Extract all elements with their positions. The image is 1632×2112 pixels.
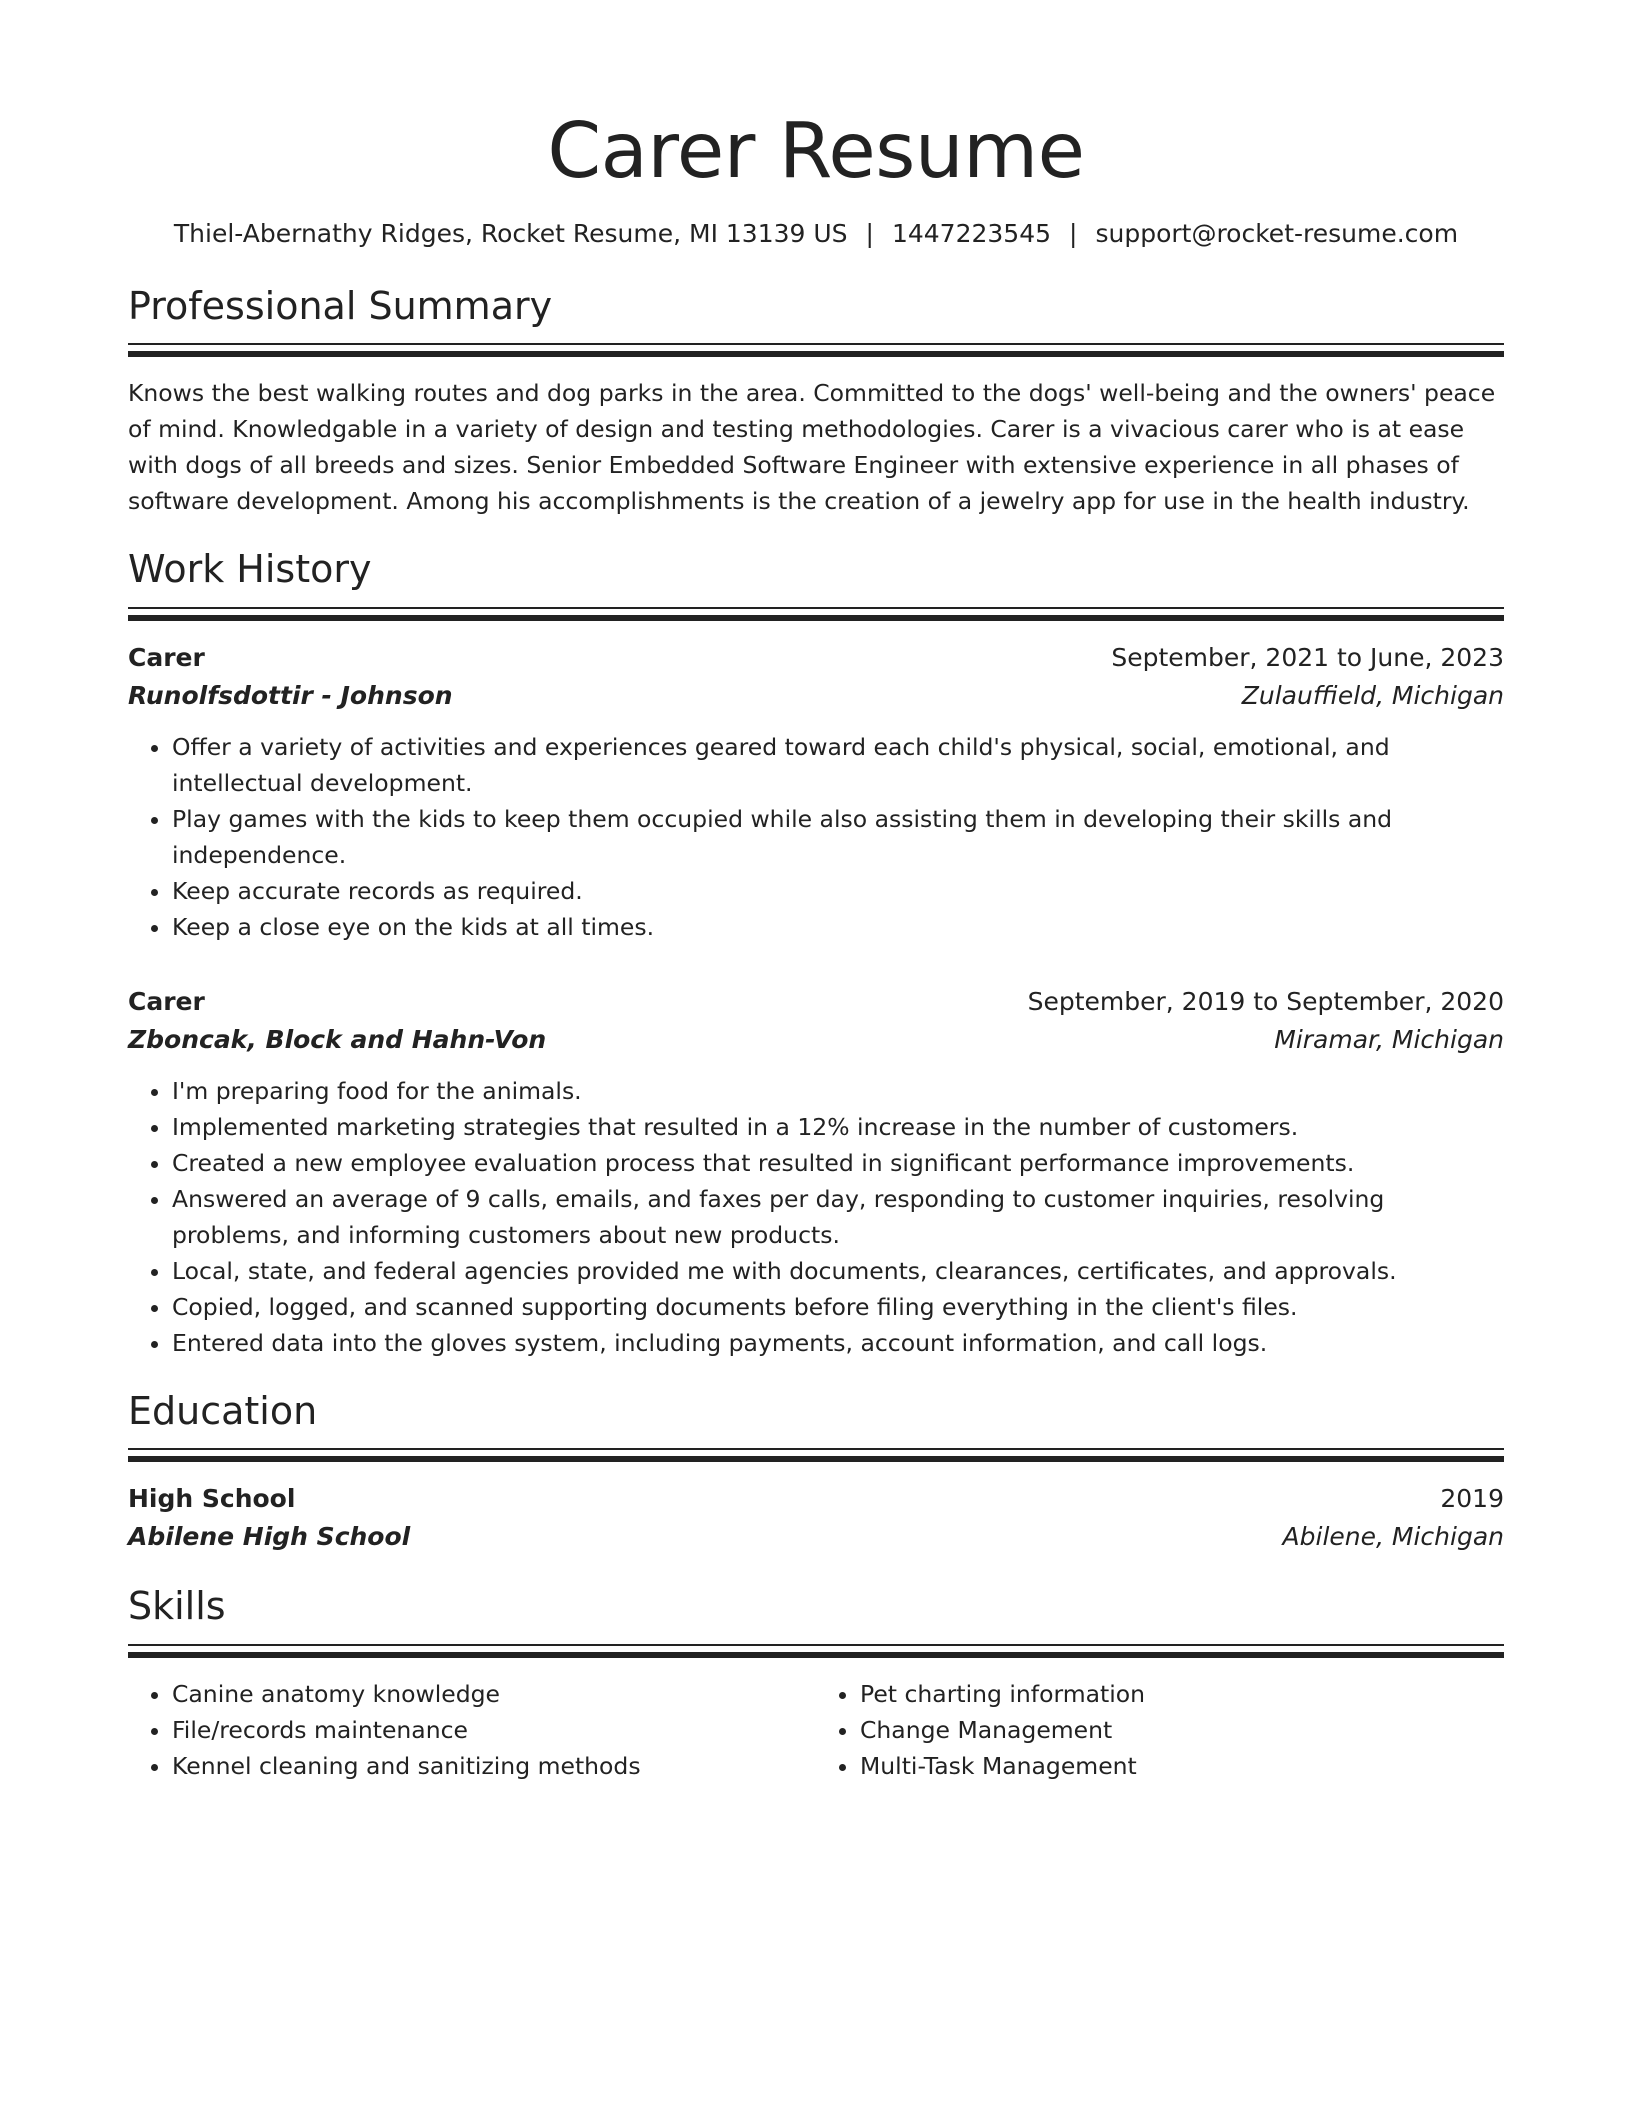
section-divider	[128, 1644, 1504, 1658]
job-bullet: • Created a new employee evaluation process that resulted in significant performance improvements.	[172, 1145, 1504, 1181]
contact-line	[128, 219, 1504, 248]
job-bullet: • Keep a close eye on the kids at all times.	[172, 909, 1504, 945]
job-bullet: • Offer a variety of activities and experiences geared toward each child's physical, social, emotional, and intellectual development.	[172, 729, 1504, 801]
job-bullet: • Keep accurate records as required.	[172, 873, 1504, 909]
education-section	[128, 1389, 1504, 1557]
skill-item: • Change Management	[860, 1712, 1504, 1748]
job-entry	[128, 639, 1504, 945]
skills-column-right	[816, 1676, 1504, 1784]
job-bullet: • Answered an average of 9 calls, emails, and faxes per day, responding to customer inquiries, resolving problems, and informing customers about new products.	[172, 1181, 1504, 1253]
section-divider	[128, 607, 1504, 621]
contact-address: Thiel-Abernathy Ridges, Rocket Resume, MI 13139 US	[173, 218, 848, 248]
section-divider	[128, 1448, 1504, 1462]
skill-item: • Multi-Task Management	[860, 1748, 1504, 1784]
skill-item: • Pet charting information	[860, 1676, 1504, 1712]
job-bullet: • I'm preparing food for the animals.	[172, 1073, 1504, 1109]
section-divider	[128, 343, 1504, 357]
education-location: Abilene, Michigan	[1282, 1522, 1504, 1552]
summary-text: Knows the best walking routes and dog parks in the area. Committed to the dogs' well-being and the owners' peace of mind. Knowledgable in a variety of design and testing methodologies. Carer is a vivacious carer who is at ease with dogs of all breeds and sizes. Senior Embedded Software Engineer with extensive experience in all phases of software development. Among his accomplishments is the creation of a jewelry app for use in the health industry.	[128, 379, 1496, 516]
section-heading-summary: Professional Summary	[128, 283, 553, 328]
job-bullet: • Implemented marketing strategies that resulted in a 12% increase in the number of customers.	[172, 1109, 1504, 1145]
job-company: Zboncak, Block and Hahn-Von	[128, 1024, 547, 1054]
skill-item: • Canine anatomy knowledge	[172, 1676, 816, 1712]
summary-section	[128, 284, 1504, 520]
job-bullets	[128, 729, 1504, 945]
job-bullet: • Play games with the kids to keep them occupied while also assisting them in developing their skills and independence.	[172, 801, 1504, 873]
job-bullet: • Entered data into the gloves system, including payments, account information, and call logs.	[172, 1325, 1504, 1361]
work-history-section	[128, 547, 1504, 1361]
section-heading-education: Education	[128, 1388, 318, 1433]
job-dates: September, 2019 to September, 2020	[1027, 986, 1504, 1016]
skills-grid	[128, 1676, 1504, 1784]
skills-section	[128, 1584, 1504, 1784]
education-year: 2019	[1440, 1484, 1504, 1514]
job-bullet: • Local, state, and federal agencies provided me with documents, clearances, certificates, and approvals.	[172, 1253, 1504, 1289]
job-entry	[128, 983, 1504, 1361]
section-heading-skills: Skills	[128, 1584, 226, 1629]
contact-email: support@rocket-resume.com	[1095, 218, 1459, 248]
job-title: Carer	[128, 642, 205, 672]
job-dates: September, 2021 to June, 2023	[1111, 642, 1504, 672]
skill-item: • Kennel cleaning and sanitizing methods	[172, 1748, 816, 1784]
job-company: Runolfsdottir - Johnson	[128, 680, 453, 710]
skills-column-left	[128, 1676, 816, 1784]
job-location: Miramar, Michigan	[1274, 1024, 1504, 1054]
job-bullets	[128, 1073, 1504, 1361]
skill-item: • File/records maintenance	[172, 1712, 816, 1748]
job-bullet: • Copied, logged, and scanned supporting documents before filing everything in the client's files.	[172, 1289, 1504, 1325]
section-heading-work: Work History	[128, 547, 372, 592]
job-title: Carer	[128, 986, 205, 1016]
resume-title: Carer Resume	[547, 107, 1085, 196]
contact-separator: |	[865, 218, 874, 248]
education-degree: High School	[128, 1484, 296, 1514]
education-school: Abilene High School	[128, 1522, 411, 1552]
contact-separator: |	[1069, 218, 1078, 248]
contact-phone: 1447223545	[891, 218, 1052, 248]
job-location: Zulauffield, Michigan	[1241, 680, 1504, 710]
